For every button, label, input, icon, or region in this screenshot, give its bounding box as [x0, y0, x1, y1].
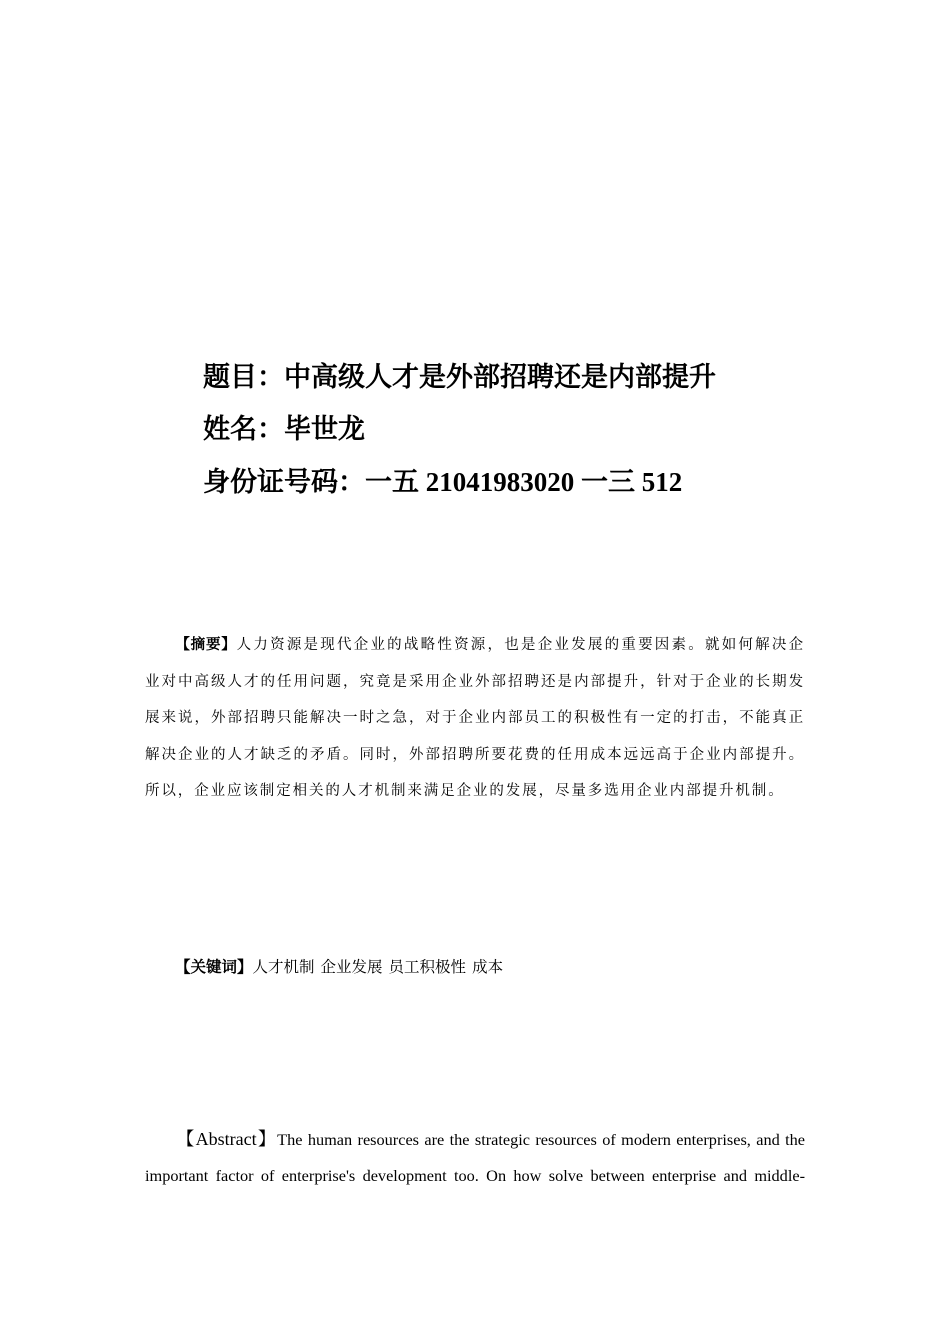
name-value: 毕世龙 [284, 414, 365, 445]
abstract-en-text: The human resources are the strategic resources of modern enterprises, and the important factor of enterprise's development too. On how solve between enterprise and middle- [145, 1130, 805, 1185]
document-header [203, 352, 903, 508]
keywords-lead: 【关键词】 [175, 958, 253, 976]
name-label: 姓名： [203, 414, 284, 445]
id-line [203, 456, 903, 508]
abstract-cn-text: 人力资源是现代企业的战略性资源，也是企业发展的重要因素。就如何解决企业对中高级人才的任用问题，究竟是采用企业外部招聘还是内部提升，针对于企业的长期发展来说，外部招聘只能解决一时之急，对于企业内部员工的积极性有一定的打击，不能真正解决企业的人才缺乏的矛盾。同时，外部招聘所要花费的任用成本远远高于企业内部提升。所以，企业应该制定相关的人才机制来满足企业的发展，尽量多选用企业内部提升机制。 [145, 637, 805, 800]
title-label: 题目： [203, 362, 284, 393]
abstract-cn-lead: 【摘要】 [175, 637, 237, 653]
keyword-item: 人才机制 [252, 958, 315, 976]
keyword-item: 成本 [472, 958, 504, 976]
name-line [203, 404, 903, 456]
id-label: 身份证号码： [203, 467, 365, 498]
keywords-line [175, 953, 815, 981]
title-value: 中高级人才是外部招聘还是内部提升 [284, 362, 716, 393]
english-abstract [145, 1121, 805, 1194]
keyword-item: 员工积极性 [388, 958, 467, 976]
title-line [203, 352, 903, 404]
keyword-item: 企业发展 [320, 958, 383, 976]
abstract-en-lead: 【Abstract】 [175, 1129, 278, 1149]
chinese-abstract [145, 627, 805, 810]
id-value: 一五 21041983020 一三 512 [365, 467, 683, 497]
